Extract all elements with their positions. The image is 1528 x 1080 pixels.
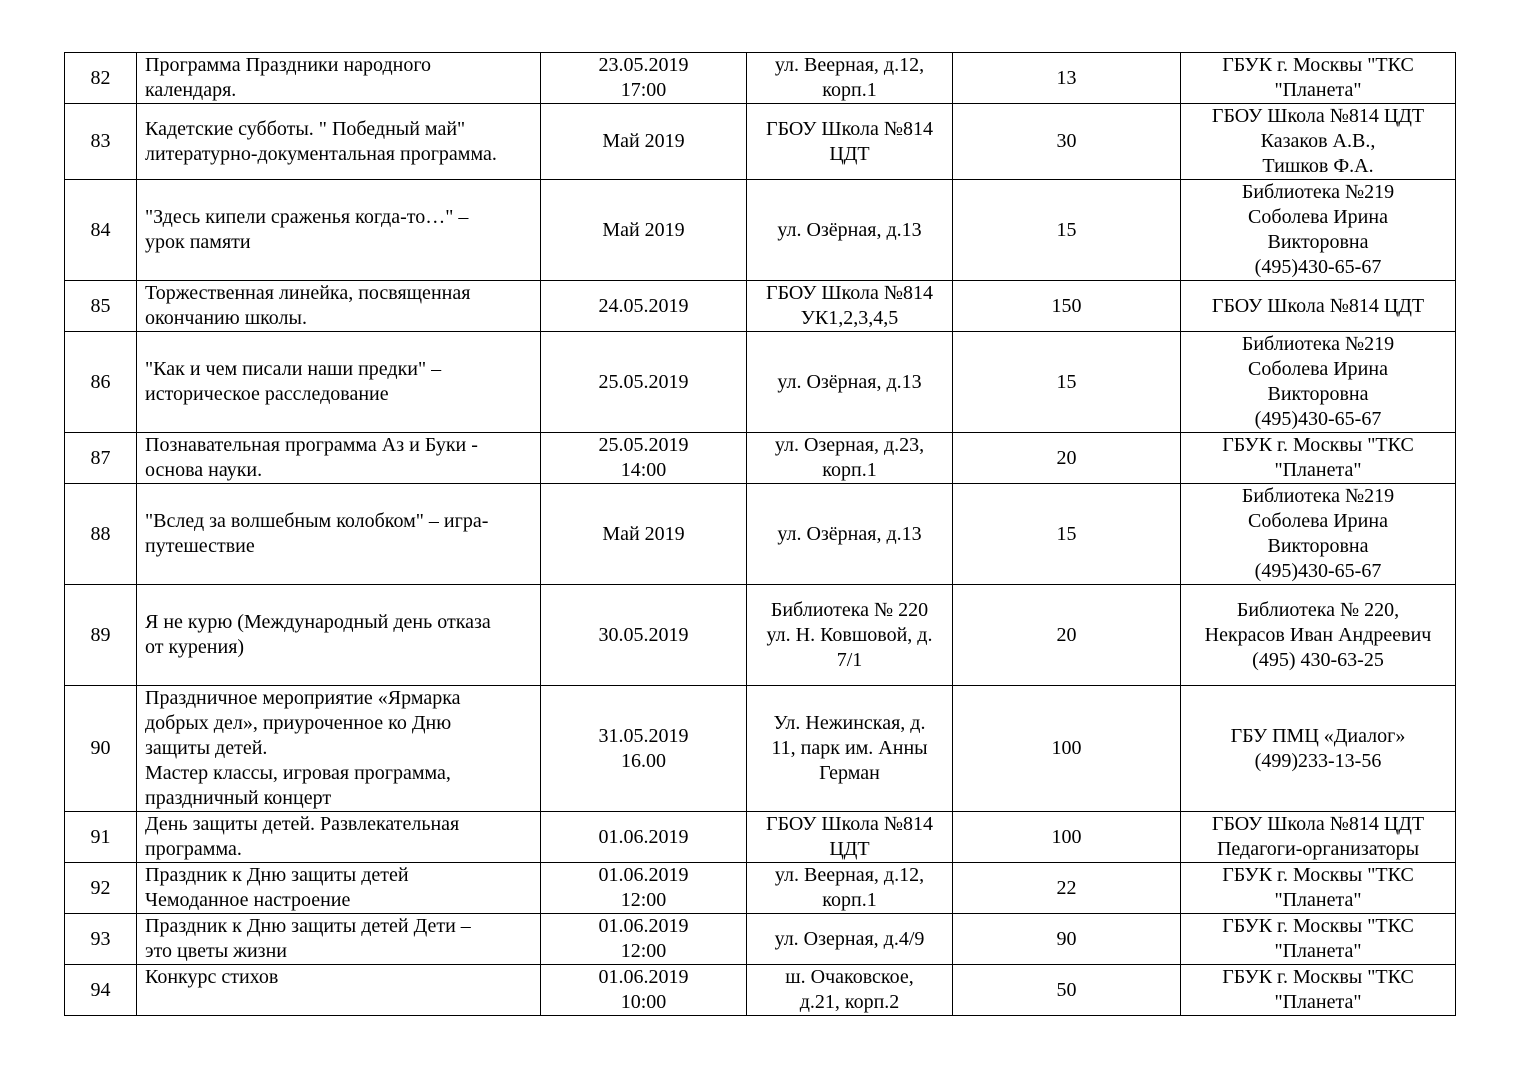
event-name: "Вслед за волшебным колобком" – игра- путешествие [137,484,541,585]
event-place: ш. Очаковское, д.21, корп.2 [747,965,953,1016]
event-date: 30.05.2019 [541,585,747,686]
table-row [65,484,1456,585]
organizer: ГБОУ Школа №814 ЦДТ Казаков А.В., Тишков Ф.А. [1181,104,1456,180]
row-number: 85 [65,281,137,332]
event-name: Программа Праздники народного календаря. [137,53,541,104]
row-number: 89 [65,585,137,686]
row-number: 90 [65,686,137,812]
organizer: Библиотека № 220, Некрасов Иван Андреевич (495) 430-63-25 [1181,585,1456,686]
table-row [65,812,1456,863]
event-date: 01.06.2019 12:00 [541,863,747,914]
organizer: ГБОУ Школа №814 ЦДТ Педагоги-организаторы [1181,812,1456,863]
row-number: 91 [65,812,137,863]
participant-count: 15 [953,484,1181,585]
event-date: 23.05.2019 17:00 [541,53,747,104]
organizer: ГБОУ Школа №814 ЦДТ [1181,281,1456,332]
row-number: 93 [65,914,137,965]
table-row [65,914,1456,965]
row-number: 82 [65,53,137,104]
organizer: ГБУК г. Москвы "ТКС "Планета" [1181,433,1456,484]
event-name: Праздничное мероприятие «Ярмарка добрых дел», приуроченное ко Дню защиты детей. Мастер классы, игровая программа, праздничный концерт [137,686,541,812]
participant-count: 50 [953,965,1181,1016]
event-place: ул. Озёрная, д.13 [747,180,953,281]
row-number: 94 [65,965,137,1016]
table-row [65,965,1456,1016]
row-number: 86 [65,332,137,433]
organizer: ГБУК г. Москвы "ТКС "Планета" [1181,965,1456,1016]
event-place: ул. Озерная, д.4/9 [747,914,953,965]
events-table [64,52,1456,1016]
event-name: Торжественная линейка, посвященная окончанию школы. [137,281,541,332]
participant-count: 100 [953,686,1181,812]
event-date: Май 2019 [541,104,747,180]
event-name: Праздник к Дню защиты детей Чемоданное настроение [137,863,541,914]
participant-count: 22 [953,863,1181,914]
event-place: ул. Веерная, д.12, корп.1 [747,53,953,104]
event-name: Познавательная программа Аз и Буки - основа науки. [137,433,541,484]
row-number: 83 [65,104,137,180]
row-number: 92 [65,863,137,914]
event-place: ГБОУ Школа №814 ЦДТ [747,104,953,180]
participant-count: 20 [953,585,1181,686]
event-name: "Здесь кипели сраженья когда-то…" – урок памяти [137,180,541,281]
event-name: Кадетские субботы. " Победный май" литературно-документальная программа. [137,104,541,180]
event-place: ул. Озёрная, д.13 [747,484,953,585]
event-name: "Как и чем писали наши предки" – историческое расследование [137,332,541,433]
participant-count: 30 [953,104,1181,180]
event-place: ГБОУ Школа №814 ЦДТ [747,812,953,863]
event-place: ул. Озерная, д.23, корп.1 [747,433,953,484]
row-number: 84 [65,180,137,281]
events-table-body [65,53,1456,1016]
participant-count: 150 [953,281,1181,332]
row-number: 87 [65,433,137,484]
participant-count: 100 [953,812,1181,863]
event-date: 01.06.2019 [541,812,747,863]
event-name: Я не курю (Международный день отказа от курения) [137,585,541,686]
event-place: ул. Веерная, д.12, корп.1 [747,863,953,914]
organizer: Библиотека №219 Соболева Ирина Викторовна (495)430-65-67 [1181,332,1456,433]
table-row [65,585,1456,686]
event-name: Конкурс стихов [137,965,541,1016]
organizer: ГБУ ПМЦ «Диалог» (499)233-13-56 [1181,686,1456,812]
event-date: 01.06.2019 12:00 [541,914,747,965]
participant-count: 15 [953,180,1181,281]
event-place: Библиотека № 220 ул. Н. Ковшовой, д. 7/1 [747,585,953,686]
event-date: 25.05.2019 14:00 [541,433,747,484]
table-row [65,53,1456,104]
organizer: Библиотека №219 Соболева Ирина Викторовна (495)430-65-67 [1181,180,1456,281]
table-row [65,180,1456,281]
event-name: День защиты детей. Развлекательная программа. [137,812,541,863]
organizer: ГБУК г. Москвы "ТКС "Планета" [1181,914,1456,965]
event-date: Май 2019 [541,484,747,585]
table-row [65,281,1456,332]
event-date: 25.05.2019 [541,332,747,433]
organizer: ГБУК г. Москвы "ТКС "Планета" [1181,863,1456,914]
participant-count: 13 [953,53,1181,104]
participant-count: 15 [953,332,1181,433]
table-row [65,104,1456,180]
table-row [65,332,1456,433]
participant-count: 20 [953,433,1181,484]
event-place: Ул. Нежинская, д. 11, парк им. Анны Герман [747,686,953,812]
organizer: Библиотека №219 Соболева Ирина Викторовна (495)430-65-67 [1181,484,1456,585]
event-date: 31.05.2019 16.00 [541,686,747,812]
event-name: Праздник к Дню защиты детей Дети – это цветы жизни [137,914,541,965]
event-date: 01.06.2019 10:00 [541,965,747,1016]
row-number: 88 [65,484,137,585]
event-date: Май 2019 [541,180,747,281]
event-place: ГБОУ Школа №814 УК1,2,3,4,5 [747,281,953,332]
participant-count: 90 [953,914,1181,965]
table-row [65,686,1456,812]
organizer: ГБУК г. Москвы "ТКС "Планета" [1181,53,1456,104]
table-row [65,433,1456,484]
table-row [65,863,1456,914]
event-place: ул. Озёрная, д.13 [747,332,953,433]
event-date: 24.05.2019 [541,281,747,332]
